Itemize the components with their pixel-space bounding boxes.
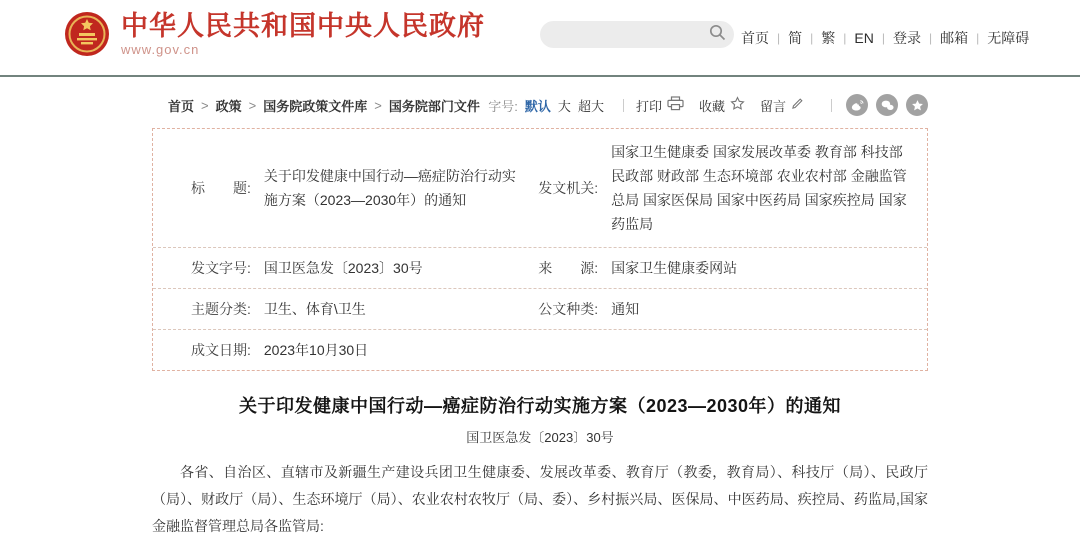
meta-doc-number-cell <box>153 248 532 288</box>
share-buttons <box>846 94 928 116</box>
nav-separator: | <box>881 30 885 45</box>
breadcrumb-policy[interactable]: 政策 <box>215 98 242 114</box>
divider <box>623 99 624 112</box>
nav-separator: | <box>976 30 980 45</box>
star-icon <box>725 96 745 114</box>
meta-doc-number-value: 国卫医急发〔2023〕30号 <box>263 260 423 276</box>
nav-simplified[interactable]: 简 <box>788 29 803 46</box>
search-box[interactable] <box>540 21 734 48</box>
print-label: 打印 <box>635 98 662 114</box>
printer-icon <box>662 96 684 114</box>
document-meta-table <box>152 128 928 371</box>
meta-date-label: 成文日期: <box>191 342 251 358</box>
meta-doc-type-value: 通知 <box>611 301 640 317</box>
print-button[interactable] <box>636 96 684 115</box>
font-size-default[interactable]: 默认 <box>524 98 551 114</box>
comment-label: 留言 <box>759 98 786 114</box>
national-emblem-icon <box>64 11 110 62</box>
site-url: www.gov.cn <box>121 42 200 57</box>
nav-separator: | <box>928 30 933 45</box>
top-nav <box>733 0 1037 75</box>
meta-topic-value: 卫生、体育\卫生 <box>263 301 366 317</box>
toolbar-row <box>152 77 928 128</box>
nav-separator: | <box>777 30 781 45</box>
meta-doc-type-label: 公文种类: <box>538 301 599 317</box>
weibo-icon[interactable] <box>846 94 868 116</box>
font-size-xlarge[interactable]: 超大 <box>577 98 604 114</box>
table-row <box>153 129 927 247</box>
table-row <box>153 329 927 370</box>
breadcrumb <box>152 96 480 115</box>
wechat-icon[interactable] <box>876 94 898 116</box>
meta-date-cell <box>153 330 532 370</box>
doc-number: 国卫医急发〔2023〕30号 <box>466 430 614 445</box>
favorite-button[interactable] <box>699 96 745 115</box>
meta-empty-cell <box>532 330 927 370</box>
site-title: 中华人民共和国中央人民政府 <box>121 11 485 41</box>
breadcrumb-separator: > <box>201 97 209 113</box>
meta-title-cell <box>153 129 532 247</box>
font-size-large[interactable]: 大 <box>557 98 571 114</box>
meta-source-label: 来 源: <box>538 260 599 276</box>
nav-accessibility[interactable]: 无障碍 <box>987 29 1030 46</box>
nav-english[interactable]: EN <box>854 29 874 46</box>
nav-mail[interactable]: 邮箱 <box>940 29 969 46</box>
font-size-label: 字号: <box>488 98 518 114</box>
meta-date-value: 2023年10月30日 <box>263 342 369 358</box>
divider <box>831 99 832 112</box>
meta-issuing-org-cell <box>532 129 927 247</box>
nav-home[interactable]: 首页 <box>741 29 769 46</box>
meta-title-label: 标 题: <box>191 180 251 196</box>
meta-issuing-org-value: 国家卫生健康委 国家发展改革委 教育部 科技部 民政部 财政部 生态环境部 农业农村部 金融监管总局 国家医保局 国家中医药局 国家疾控局 国家药监局 <box>611 144 907 232</box>
comment-button[interactable] <box>760 96 804 115</box>
breadcrumb-department-docs[interactable]: 国务院部门文件 <box>388 98 480 114</box>
nav-separator: | <box>843 30 847 45</box>
meta-issuing-org-label: 发文机关: <box>538 180 599 196</box>
meta-source-cell <box>532 248 927 288</box>
search-icon[interactable] <box>709 24 726 46</box>
nav-traditional[interactable]: 繁 <box>821 29 836 46</box>
site-brand[interactable] <box>64 11 485 62</box>
breadcrumb-separator: > <box>248 97 257 113</box>
meta-source-value: 国家卫生健康委网站 <box>611 260 738 276</box>
page-title: 关于印发健康中国行动—癌症防治行动实施方案（2023—2030年）的通知 <box>238 396 842 416</box>
page-tools <box>488 94 928 116</box>
qzone-icon[interactable] <box>906 94 928 116</box>
favorite-label: 收藏 <box>698 98 725 114</box>
breadcrumb-separator: > <box>374 97 382 113</box>
site-header <box>0 0 1080 77</box>
meta-topic-label: 主题分类: <box>191 301 251 317</box>
meta-title-value: 关于印发健康中国行动—癌症防治行动实施方案（2023—2030年）的通知 <box>263 168 516 208</box>
table-row <box>153 288 927 329</box>
meta-topic-cell <box>153 289 532 329</box>
meta-doc-type-cell <box>532 289 927 329</box>
pencil-icon <box>786 97 804 113</box>
table-row <box>153 247 927 288</box>
doc-body-paragraph: 各省、自治区、直辖市及新疆生产建设兵团卫生健康委、发展改革委、教育厅（教委，教育局）、科技厅（局）、民政厅（局）、财政厅（局）、生态环境厅（局）、农业农村农牧厅（局、委）、乡村振兴局、医保局、中医药局、疾控局、药监局,国家金融监督管理总局各监管局: <box>152 464 928 534</box>
meta-doc-number-label: 发文字号: <box>191 260 251 276</box>
nav-separator: | <box>810 30 814 45</box>
breadcrumb-home[interactable]: 首页 <box>168 98 195 114</box>
search-input[interactable] <box>554 27 709 42</box>
nav-login[interactable]: 登录 <box>892 29 921 46</box>
breadcrumb-policy-library[interactable]: 国务院政策文件库 <box>263 98 368 114</box>
